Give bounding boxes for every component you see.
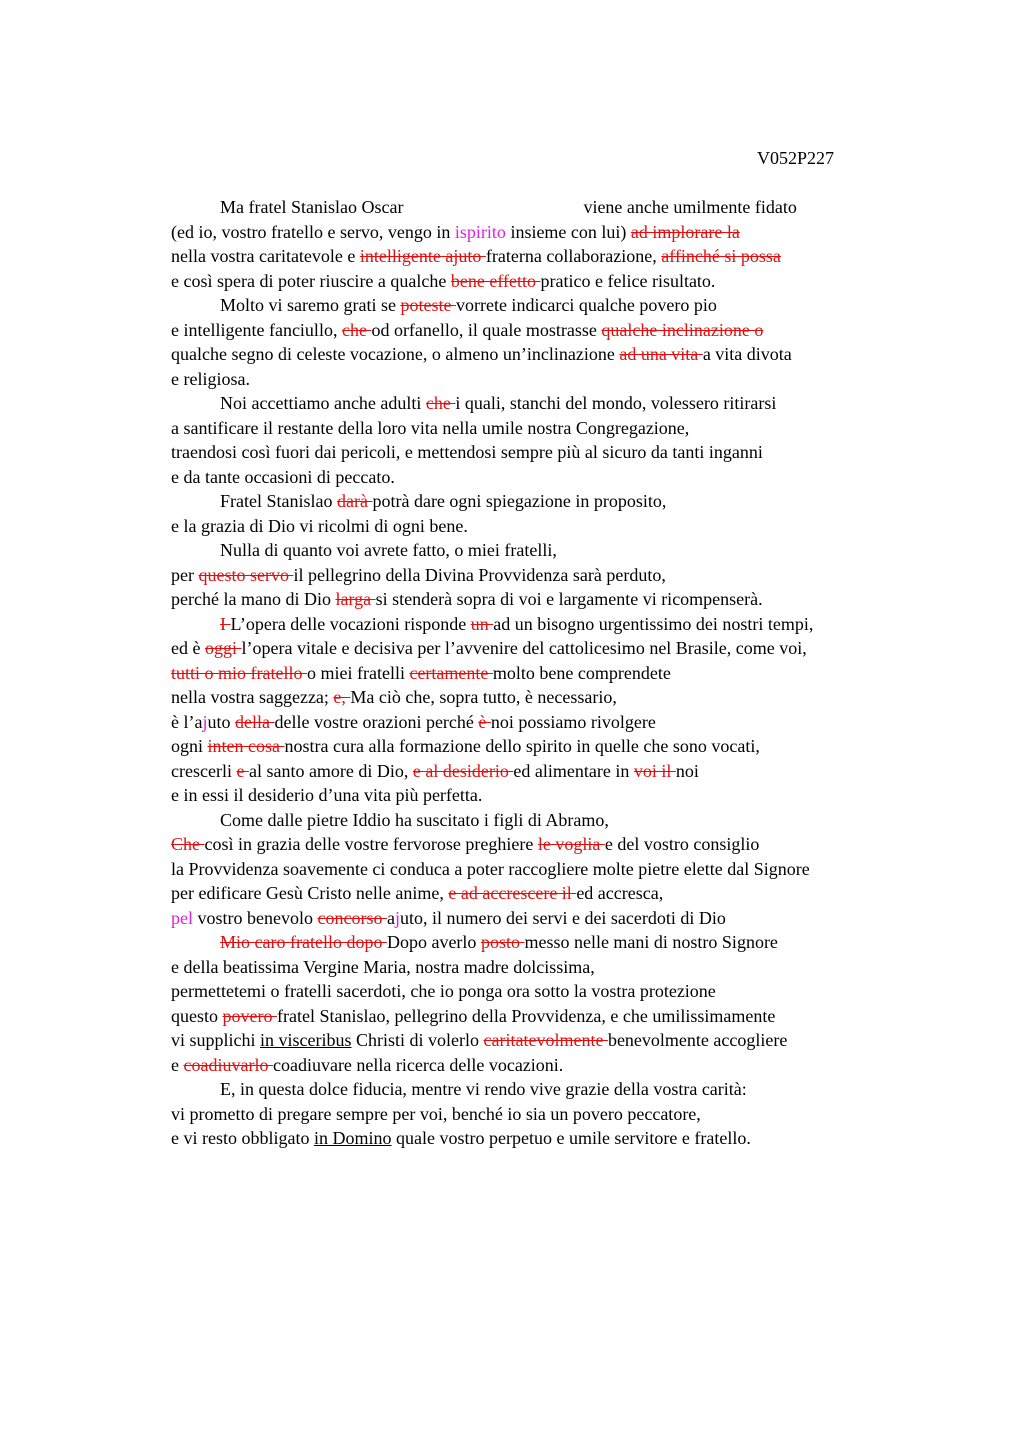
inserted-text: pel (171, 907, 193, 928)
letter-body (171, 195, 813, 1151)
deleted-text: e al desiderio (412, 760, 514, 781)
text-run: insieme con lui) (505, 221, 631, 242)
text-run: ad un bisogno urgentissimo dei nostri tempi, (493, 613, 814, 634)
text-run: qualche segno di celeste vocazione, o almeno un’inclinazione (171, 344, 620, 364)
text-line (171, 1053, 813, 1078)
text-run: e la grazia di Dio vi ricolmi di ogni bene. (171, 515, 468, 536)
deleted-text: intelligente ajuto (359, 246, 486, 266)
inserted-text: j (202, 711, 208, 732)
deleted-text: qualche inclinazione o (601, 319, 764, 340)
text-line (171, 342, 813, 367)
text-run: Ma ciò che, sopra tutto, è necessario, (350, 687, 617, 707)
text-run: a vita divota (702, 344, 792, 364)
deleted-text: e (236, 760, 249, 781)
deleted-text: bene effetto (450, 270, 541, 291)
deleted-text: I (220, 613, 231, 634)
text-run: la Provvidenza soavemente ci conduca a poter raccogliere molte pietre elette dal Signore (171, 858, 810, 879)
text-run: e della beatissima Vergine Maria, nostra madre dolcissima, (171, 956, 595, 977)
deleted-text: è (478, 711, 491, 732)
text-line (171, 293, 813, 318)
deleted-text: posto (480, 932, 525, 952)
text-run: i quali, stanchi del mondo, volessero ritirarsi (455, 393, 777, 413)
text-run: il pellegrino della Divina Provvidenza sarà perduto, (293, 564, 666, 585)
deleted-text: le voglia (537, 834, 605, 854)
text-run: per edificare Gesù Cristo nelle anime, (171, 883, 449, 903)
deleted-text: concorso (317, 907, 387, 928)
text-run: crescerli (171, 760, 237, 781)
deleted-text: certamente (409, 662, 493, 683)
text-line (171, 440, 813, 465)
text-line (171, 881, 813, 906)
inserted-text: ispirito (454, 221, 506, 242)
text-run: coadiuvare nella ricerca delle vocazioni. (272, 1054, 564, 1075)
text-run: E, in questa dolce fiducia, mentre vi rendo vive grazie della vostra carità: (220, 1079, 747, 1099)
text-run: vi supplichi (171, 1030, 260, 1050)
text-run: e intelligente fanciullo, (171, 319, 342, 340)
text-run: per (171, 564, 199, 585)
deleted-text: poteste (400, 295, 456, 315)
text-run: quale vostro perpetuo e umile servitore e fratello. (391, 1128, 751, 1148)
text-run: uto, il numero dei servi e dei sacerdoti di Dio (399, 907, 726, 928)
deleted-text: larga (335, 589, 376, 609)
text-run: così in grazia delle vostre fervorose preghiere (204, 834, 538, 854)
page-identifier: V052P227 (757, 148, 835, 168)
text-run: potrà dare ogni spiegazione in proposito, (372, 491, 667, 511)
deleted-text: coadiuvarlo (183, 1054, 273, 1075)
text-run: e in essi il desiderio d’una vita più perfetta. (171, 785, 483, 805)
text-run: ed alimentare in (513, 760, 634, 781)
text-run: uto (207, 711, 236, 732)
text-line (171, 367, 813, 392)
text-run: e (171, 1054, 184, 1075)
text-run: e così spera di poter riuscire a qualche (171, 270, 451, 291)
text-line (171, 832, 813, 857)
text-line (171, 195, 813, 220)
text-run: od orfanello, il quale mostrasse (371, 319, 602, 340)
text-run: e da tante occasioni di peccato. (171, 466, 395, 487)
text-run: Nulla di quanto voi avrete fatto, o miei fratelli, (220, 540, 557, 560)
text-line (171, 734, 813, 759)
text-line (171, 1102, 813, 1127)
deleted-text: ad una vita (619, 344, 703, 364)
text-run: al santo amore di Dio, (248, 760, 413, 781)
text-run: Ma fratel Stanislao Oscar (220, 197, 404, 217)
text-line (171, 563, 813, 588)
text-run: e del vostro consiglio (604, 834, 760, 854)
text-line (171, 244, 813, 269)
deleted-text: e, (333, 687, 351, 707)
text-line (171, 759, 813, 784)
text-line (171, 979, 813, 1004)
text-run: fratel Stanislao, pellegrino della Provvidenza, e che umilissimamente (276, 1005, 776, 1026)
deleted-text: darà (336, 491, 373, 511)
text-run: è l’a (171, 711, 203, 732)
text-line (171, 220, 813, 245)
deleted-text: che (341, 319, 372, 340)
text-line (171, 857, 813, 882)
text-line (171, 489, 813, 514)
text-run: ogni (171, 736, 208, 756)
text-run: (ed io, vostro fratello e servo, vengo in (171, 221, 455, 242)
deleted-text: Che (171, 834, 205, 854)
text-run: fraterna collaborazione, (485, 246, 662, 266)
text-run: vi prometto di pregare sempre per voi, benché io sia un povero peccatore, (171, 1103, 701, 1124)
text-line (171, 1004, 813, 1029)
text-run: molto bene comprendete (492, 662, 671, 683)
deleted-text: ad implorare la (630, 221, 740, 242)
text-run: Molto vi saremo grati se (220, 295, 401, 315)
text-run: messo nelle mani di nostro Signore (524, 932, 778, 952)
text-line (171, 906, 813, 931)
text-line (171, 391, 813, 416)
text-line (171, 1126, 813, 1151)
text-line (171, 685, 813, 710)
text-run: Noi accettiamo anche adulti (220, 393, 426, 413)
text-run: a santificare il restante della loro vita nella umile nostra Congregazione, (171, 417, 690, 438)
deleted-text: un (470, 613, 494, 634)
text-line (171, 612, 813, 637)
text-run: a (386, 907, 395, 928)
text-run: L’opera delle vocazioni risponde (230, 613, 471, 634)
text-line (171, 783, 813, 808)
deleted-text: affinché si possa (661, 246, 781, 266)
text-run: traendosi così fuori dai pericoli, e mettendosi sempre più al sicuro da tanti inganni (171, 442, 763, 462)
deleted-text: che (425, 393, 456, 413)
text-line (171, 661, 813, 686)
text-run: questo (171, 1005, 223, 1026)
text-run: Fratel Stanislao (220, 491, 337, 511)
text-line (171, 318, 813, 343)
text-run: ed accresca, (576, 883, 664, 903)
text-run: benevolmente accogliere (607, 1030, 788, 1050)
text-run: nella vostra caritatevole e (171, 246, 360, 266)
text-line (171, 636, 813, 661)
deleted-text: voi il (633, 760, 676, 781)
text-run: si stenderà sopra di voi e largamente vi ricompenserà. (375, 589, 763, 609)
text-run: o miei fratelli (306, 662, 410, 683)
text-line (171, 1028, 813, 1053)
text-line (171, 587, 813, 612)
deleted-text: oggi (204, 638, 242, 658)
text-run: Dopo averlo (386, 932, 481, 952)
text-line (171, 538, 813, 563)
text-line (171, 955, 813, 980)
text-run: l’opera vitale e decisiva per l’avvenire del cattolicesimo nel Brasile, come voi, (241, 638, 807, 658)
text-run: pratico e felice risultato. (540, 270, 716, 291)
text-run: viene anche umilmente fidato (583, 197, 797, 217)
text-run: vorrete indicarci qualche povero pio (455, 295, 717, 315)
text-line (171, 930, 813, 955)
text-run: nella vostra saggezza; (171, 687, 334, 707)
deleted-text: tutti o mio fratello (171, 662, 307, 683)
deleted-text: Mio caro fratello dopo (220, 932, 387, 952)
text-line (171, 465, 813, 490)
text-run: e vi resto obbligato (171, 1128, 314, 1148)
text-run: perché la mano di Dio (171, 589, 336, 609)
text-run: permettetemi o fratelli sacerdoti, che io ponga ora sotto la vostra protezione (171, 981, 716, 1001)
underlined-text: in visceribus (260, 1030, 352, 1050)
text-run: e religiosa. (171, 368, 250, 389)
underlined-text: in Domino (313, 1128, 392, 1148)
deleted-text: della (235, 711, 275, 732)
text-run: delle vostre orazioni perché (274, 711, 479, 732)
deleted-text: caritatevolmente (483, 1030, 608, 1050)
text-run: noi (675, 760, 699, 781)
text-run: Christi di volerlo (351, 1030, 484, 1050)
deleted-text: e ad accrescere il (448, 883, 577, 903)
text-run: vostro benevolo (193, 907, 318, 928)
text-run: Come dalle pietre Iddio ha suscitato i figli di Abramo, (220, 809, 609, 830)
deleted-text: povero (222, 1005, 277, 1026)
text-run: ed è (171, 638, 205, 658)
deleted-text: inten cosa (207, 736, 285, 756)
text-line (171, 710, 813, 735)
text-line (171, 1077, 813, 1102)
inserted-text: j (394, 907, 400, 928)
text-line (171, 416, 813, 441)
text-line (171, 808, 813, 833)
text-run: nostra cura alla formazione dello spirito in quelle che sono vocati, (284, 736, 760, 756)
deleted-text: questo servo (198, 564, 294, 585)
text-line (171, 514, 813, 539)
text-line (171, 269, 813, 294)
text-run: noi possiamo rivolgere (490, 711, 656, 732)
